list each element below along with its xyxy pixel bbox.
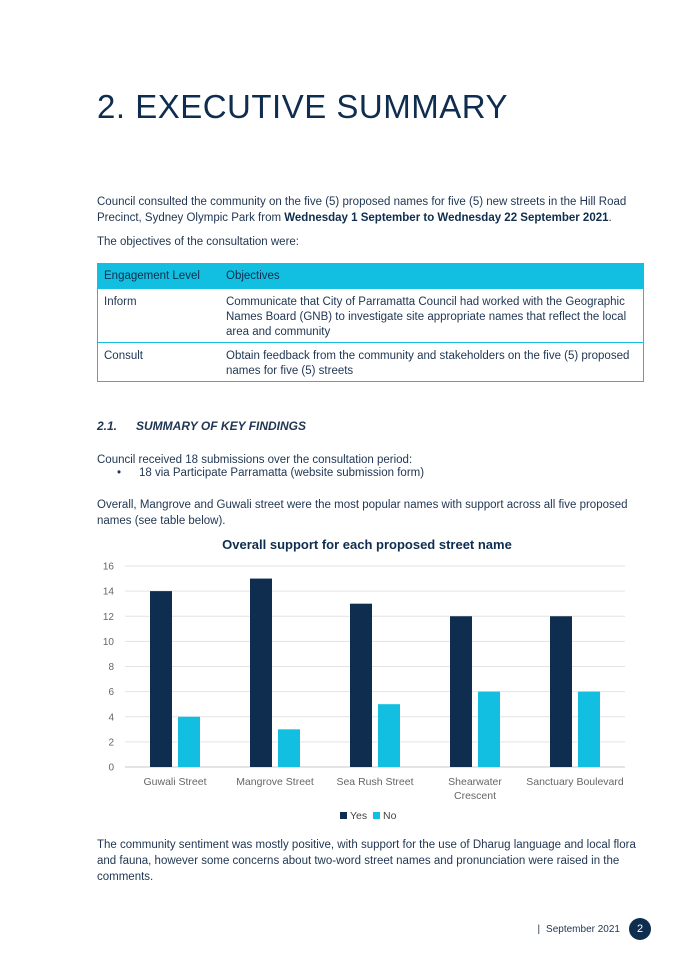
bar-no [378,704,400,767]
section-number: 2.1. [97,419,118,433]
y-tick-label: 0 [108,762,114,774]
footer-separator: | [537,923,541,935]
x-tick-label: Crescent [453,790,497,802]
submissions-text: Council received 18 submissions over the consultation period: [97,454,413,466]
x-tick-label: Guwali Street [143,776,207,788]
y-tick-label: 2 [108,737,114,749]
intro-end: . [608,212,612,224]
intro-text: Council consulted the community on the five (5) proposed names for five (5) new streets in the Hill Road Precinct, Sydney Olympic Park from [97,196,627,224]
legend-swatch-yes [340,812,347,819]
y-tick-label: 6 [108,687,114,699]
y-tick-label: 12 [102,611,114,623]
bar-yes [350,604,372,767]
bar-yes [150,591,172,767]
legend-label-no: No [383,810,397,822]
row-level: Consult [98,343,221,382]
bar-yes [250,579,272,767]
bullet-item [117,467,424,479]
x-tick-label: Sanctuary Boulevard [526,776,624,788]
bar-yes [450,616,472,767]
page-title: 2. EXECUTIVE SUMMARY [97,88,508,125]
objectives-table [97,263,644,382]
footer-date: September 2021 [546,923,620,935]
overall-text: Overall, Mangrove and Guwali street were the most popular names with support across all five proposed names (see table below). [97,499,628,527]
row-level: Inform [98,289,221,343]
sentiment-text: The community sentiment was mostly positive, with support for the use of Dharug language and local flora and fauna, however some concerns about two-word street names and pronunciation were raised in the comments. [97,839,636,883]
y-tick-label: 4 [108,712,114,724]
section-heading [97,419,306,433]
table-row [98,289,644,343]
y-tick-label: 16 [102,561,114,573]
legend-swatch-no [373,812,380,819]
y-tick-label: 8 [108,662,114,673]
bar-yes [550,616,572,767]
intro-paragraph [97,194,647,226]
bar-no [478,692,500,767]
header-engagement-level: Engagement Level [98,264,221,289]
footer [537,918,651,940]
support-chart [90,532,640,830]
bar-no [178,717,200,767]
chart-title: Overall support for each proposed street name [222,537,512,552]
table-row [98,343,644,382]
x-tick-label: Shearwater [448,776,502,788]
row-objective: Obtain feedback from the community and stakeholders on the five (5) proposed names for five (5) streets [220,343,644,382]
bar-no [578,692,600,767]
header-objectives: Objectives [220,264,644,289]
table-header-row [98,264,644,289]
bullet-dot: • [117,467,122,479]
legend-label-yes: Yes [350,810,368,822]
x-tick-label: Mangrove Street [236,776,314,788]
bar-no [278,729,300,767]
intro-dates: Wednesday 1 September to Wednesday 22 September 2021 [284,212,609,224]
objectives-intro: The objectives of the consultation were: [97,236,300,248]
page-number: 2 [629,918,651,940]
bullet-text: 18 via Participate Parramatta (website submission form) [139,467,425,479]
row-objective: Communicate that City of Parramatta Council had worked with the Geographic Names Board (GNB) to investigate site appropriate names that reflect the local area and community [220,289,644,343]
section-title: SUMMARY OF KEY FINDINGS [136,419,307,433]
y-tick-label: 14 [102,586,114,598]
x-tick-label: Sea Rush Street [336,776,414,788]
y-tick-label: 10 [102,636,114,648]
